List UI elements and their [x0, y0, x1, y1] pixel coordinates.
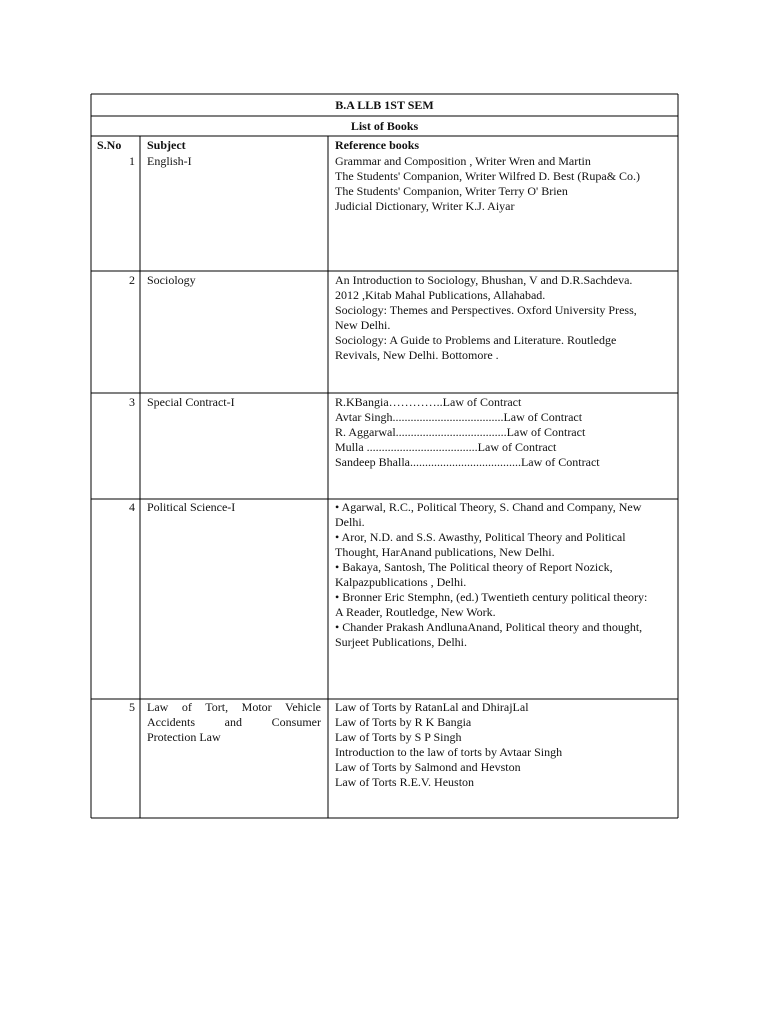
- book-entry: Surjeet Publications, Delhi.: [335, 635, 467, 649]
- book-entry: Law of Torts by RatanLal and DhirajLal: [335, 700, 529, 714]
- book-entry: Law of Torts by S P Singh: [335, 730, 462, 744]
- row-1-books: [335, 154, 640, 214]
- book-entry: Judicial Dictionary, Writer K.J. Aiyar: [335, 199, 515, 213]
- book-entry: Revivals, New Delhi. Bottomore .: [335, 348, 499, 362]
- book-entry: Grammar and Composition , Writer Wren and Martin: [335, 154, 591, 168]
- book-entry: Delhi.: [335, 515, 365, 529]
- row-4-books: [335, 500, 647, 650]
- row-2-subject: Sociology: [147, 273, 196, 287]
- book-entry: The Students' Companion, Writer Terry O' Brien: [335, 184, 568, 198]
- table-title: B.A LLB 1ST SEM: [335, 98, 434, 112]
- row-1-subject: English-I: [147, 154, 192, 168]
- row-4-subject: Political Science-I: [147, 500, 236, 514]
- row-5-sno: 5: [129, 700, 135, 714]
- book-entry: • Bronner Eric Stemphn, (ed.) Twentieth century political theory:: [335, 590, 648, 604]
- book-entry: Law of Torts by R K Bangia: [335, 715, 472, 729]
- book-entry: Sociology: A Guide to Problems and Literature. Routledge: [335, 333, 617, 347]
- row-5-books: [335, 700, 562, 790]
- book-entry: Law of Torts by Salmond and Hevston: [335, 760, 521, 774]
- subject-line: Law of Tort, Motor Vehicle: [147, 700, 321, 714]
- header-reference-books: Reference books: [335, 138, 420, 152]
- book-entry: R. Aggarwal.....................................Law of Contract: [335, 425, 586, 439]
- row-4-sno: 4: [129, 500, 135, 514]
- book-entry: • Aror, N.D. and S.S. Awasthy, Political Theory and Political: [335, 530, 626, 544]
- book-entry: The Students' Companion, Writer Wilfred D. Best (Rupa& Co.): [335, 169, 641, 183]
- row-1-sno: 1: [129, 154, 135, 168]
- book-entry: Mulla .....................................Law of Contract: [335, 440, 557, 454]
- book-entry: 2012 ,Kitab Mahal Publications, Allahabad.: [335, 288, 546, 302]
- book-entry: • Chander Prakash AndlunaAnand, Political theory and thought,: [335, 620, 643, 634]
- book-entry: • Bakaya, Santosh, The Political theory of Report Nozick,: [335, 560, 613, 574]
- book-entry: An Introduction to Sociology, Bhushan, V and D.R.Sachdeva.: [335, 273, 633, 287]
- book-entry: Sociology: Themes and Perspectives. Oxford University Press,: [335, 303, 637, 317]
- book-entry: A Reader, Routledge, New Work.: [335, 605, 496, 619]
- book-entry: Sandeep Bhalla.....................................Law of Contract: [335, 455, 600, 469]
- book-entry: New Delhi.: [335, 318, 391, 332]
- table-subtitle: List of Books: [350, 119, 419, 133]
- book-entry: Thought, HarAnand publications, New Delhi.: [335, 545, 555, 559]
- row-2-books: [335, 273, 637, 363]
- book-entry: Avtar Singh.....................................Law of Contract: [335, 410, 583, 424]
- subject-line: Accidents and Consumer: [147, 715, 321, 729]
- row-3-subject: Special Contract-I: [147, 395, 235, 409]
- row-5-subject: [147, 700, 321, 745]
- header-subject: Subject: [147, 138, 186, 152]
- book-entry: • Agarwal, R.C., Political Theory, S. Chand and Company, New: [335, 500, 642, 514]
- subject-line: Protection Law: [147, 730, 221, 744]
- row-3-books: [335, 395, 600, 470]
- book-entry: R.KBangia…………..Law of Contract: [335, 395, 522, 409]
- book-entry: Introduction to the law of torts by Avtaar Singh: [335, 745, 563, 759]
- row-2-sno: 2: [129, 273, 135, 287]
- book-entry: Law of Torts R.E.V. Heuston: [335, 775, 475, 789]
- row-3-sno: 3: [129, 395, 135, 409]
- header-sno: S.No: [97, 138, 122, 152]
- book-entry: Kalpazpublications , Delhi.: [335, 575, 467, 589]
